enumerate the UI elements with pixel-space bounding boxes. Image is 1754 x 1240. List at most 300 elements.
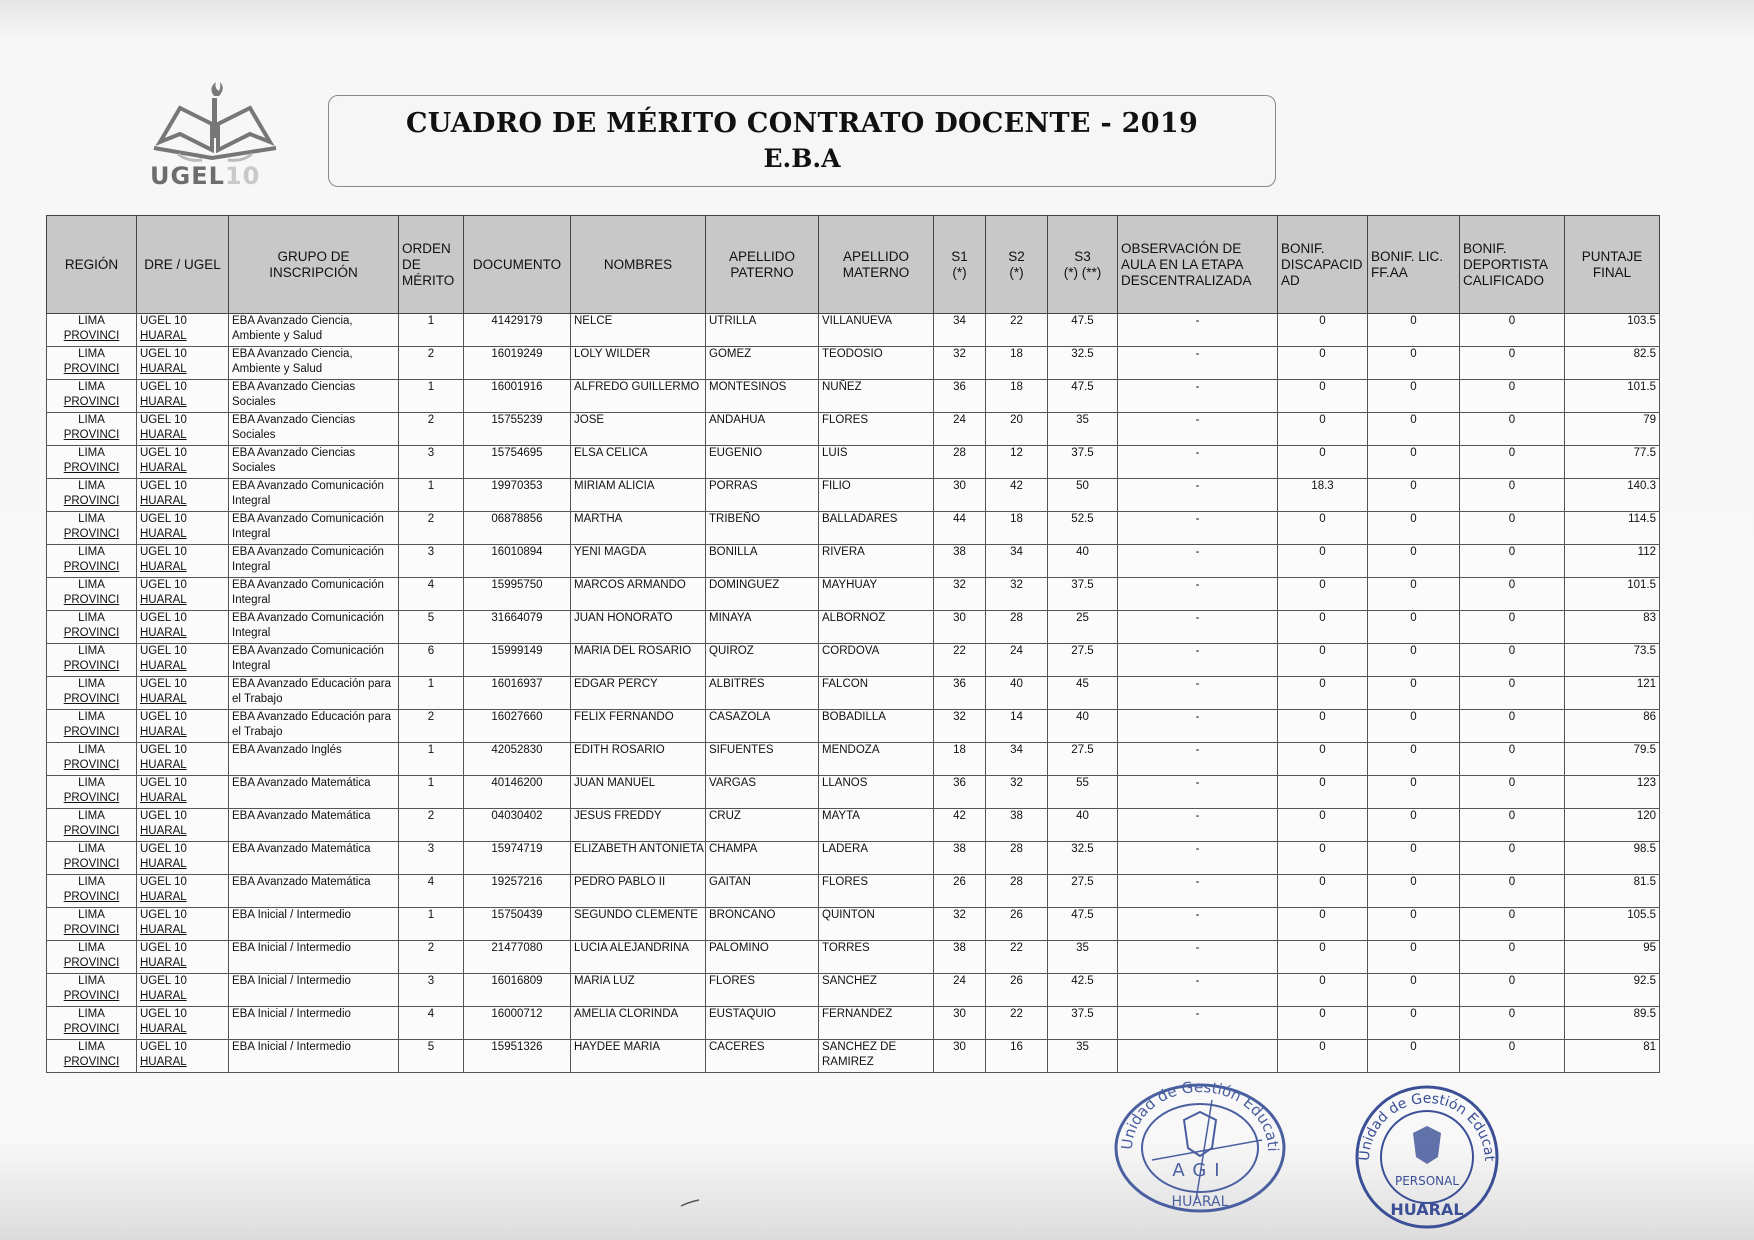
cell-nombres: ELIZABETH ANTONIETA — [571, 842, 706, 875]
cell-puntaje-final: 114.5 — [1565, 512, 1660, 545]
table-row — [47, 974, 1660, 1007]
table-row — [47, 347, 1660, 380]
cell-documento: 16010894 — [464, 545, 571, 578]
cell-puntaje-final: 79.5 — [1565, 743, 1660, 776]
cell-dre-ugel: UGEL 10 HUARAL — [137, 314, 229, 347]
cell-s1: 24 — [934, 974, 986, 1007]
cell-s3: 40 — [1048, 809, 1118, 842]
cell-s1: 32 — [934, 578, 986, 611]
cell-orden: 4 — [399, 875, 464, 908]
cell-bonif-lic: 0 — [1368, 1040, 1460, 1073]
cell-s2: 22 — [986, 1007, 1048, 1040]
cell-s2: 18 — [986, 512, 1048, 545]
cell-nombres: PEDRO PABLO II — [571, 875, 706, 908]
table-row — [47, 941, 1660, 974]
cell-s1: 18 — [934, 743, 986, 776]
cell-apellido-materno: MAYTA — [819, 809, 934, 842]
cell-bonif-deportista: 0 — [1460, 875, 1565, 908]
cell-bonif-deportista: 0 — [1460, 710, 1565, 743]
cell-grupo: EBA Avanzado Matemática — [229, 875, 399, 908]
cell-puntaje-final: 82.5 — [1565, 347, 1660, 380]
cell-apellido-paterno: CHAMPA — [706, 842, 819, 875]
cell-puntaje-final: 140.3 — [1565, 479, 1660, 512]
cell-puntaje-final: 120 — [1565, 809, 1660, 842]
cell-grupo: EBA Inicial / Intermedio — [229, 1040, 399, 1073]
cell-dre-ugel: UGEL 10 HUARAL — [137, 479, 229, 512]
cell-bonif-lic: 0 — [1368, 380, 1460, 413]
cell-apellido-paterno: ANDAHUA — [706, 413, 819, 446]
cell-observacion: - — [1118, 743, 1278, 776]
cell-orden: 2 — [399, 347, 464, 380]
cell-region: LIMA PROVINCI — [47, 512, 137, 545]
cell-observacion: - — [1118, 479, 1278, 512]
cell-region: LIMA PROVINCI — [47, 380, 137, 413]
cell-documento: 15995750 — [464, 578, 571, 611]
cell-apellido-paterno: UTRILLA — [706, 314, 819, 347]
cell-puntaje-final: 98.5 — [1565, 842, 1660, 875]
cell-region: LIMA PROVINCI — [47, 809, 137, 842]
cell-nombres: ELSA CELICA — [571, 446, 706, 479]
cell-bonif-discapacidad: 0 — [1278, 842, 1368, 875]
cell-dre-ugel: UGEL 10 HUARAL — [137, 875, 229, 908]
official-seal-personal — [1353, 1085, 1501, 1230]
cell-bonif-discapacidad: 0 — [1278, 1007, 1368, 1040]
cell-puntaje-final: 105.5 — [1565, 908, 1660, 941]
cell-region: LIMA PROVINCI — [47, 908, 137, 941]
cell-bonif-deportista: 0 — [1460, 347, 1565, 380]
cell-orden: 1 — [399, 776, 464, 809]
cell-s3: 25 — [1048, 611, 1118, 644]
cell-documento: 16001916 — [464, 380, 571, 413]
cell-bonif-deportista: 0 — [1460, 413, 1565, 446]
table-row — [47, 611, 1660, 644]
cell-bonif-lic: 0 — [1368, 809, 1460, 842]
cell-bonif-deportista: 0 — [1460, 908, 1565, 941]
svg-text:Unidad de Gestión Educativa Lo: Unidad de Gestión Educat — [1356, 1090, 1498, 1162]
cell-bonif-deportista: 0 — [1460, 446, 1565, 479]
cell-puntaje-final: 79 — [1565, 413, 1660, 446]
cell-s1: 32 — [934, 347, 986, 380]
official-seal-agi — [1112, 1080, 1288, 1214]
cell-puntaje-final: 112 — [1565, 545, 1660, 578]
cell-documento: 16019249 — [464, 347, 571, 380]
cell-region: LIMA PROVINCI — [47, 974, 137, 1007]
cell-apellido-materno: CORDOVA — [819, 644, 934, 677]
cell-s3: 37.5 — [1048, 446, 1118, 479]
cell-bonif-discapacidad: 0 — [1278, 512, 1368, 545]
cell-bonif-deportista: 0 — [1460, 578, 1565, 611]
cell-s1: 28 — [934, 446, 986, 479]
cell-s1: 24 — [934, 413, 986, 446]
cell-documento: 16027660 — [464, 710, 571, 743]
cell-grupo: EBA Avanzado Ciencia, Ambiente y Salud — [229, 314, 399, 347]
header-orden-merito: ORDEN DE MÉRITO — [399, 216, 464, 314]
cell-nombres: JUAN HONORATO — [571, 611, 706, 644]
cell-region: LIMA PROVINCI — [47, 875, 137, 908]
cell-dre-ugel: UGEL 10 HUARAL — [137, 644, 229, 677]
cell-s2: 42 — [986, 479, 1048, 512]
cell-nombres: MIRIAM ALICIA — [571, 479, 706, 512]
cell-grupo: EBA Inicial / Intermedio — [229, 1007, 399, 1040]
cell-documento: 15951326 — [464, 1040, 571, 1073]
cell-s1: 30 — [934, 1040, 986, 1073]
cell-dre-ugel: UGEL 10 HUARAL — [137, 611, 229, 644]
cell-s1: 32 — [934, 710, 986, 743]
table-header-row — [47, 216, 1660, 314]
cell-dre-ugel: UGEL 10 HUARAL — [137, 413, 229, 446]
cell-apellido-materno: LADERA — [819, 842, 934, 875]
cell-bonif-lic: 0 — [1368, 479, 1460, 512]
cell-s2: 18 — [986, 380, 1048, 413]
cell-apellido-paterno: SIFUENTES — [706, 743, 819, 776]
header-apellido-paterno: APELLIDO PATERNO — [706, 216, 819, 314]
cell-s3: 27.5 — [1048, 644, 1118, 677]
cell-bonif-lic: 0 — [1368, 413, 1460, 446]
header-s2: S2 (*) — [986, 216, 1048, 314]
cell-apellido-paterno: PALOMINO — [706, 941, 819, 974]
cell-apellido-paterno: CASAZOLA — [706, 710, 819, 743]
cell-documento: 40146200 — [464, 776, 571, 809]
cell-apellido-paterno: QUIROZ — [706, 644, 819, 677]
cell-apellido-paterno: MINAYA — [706, 611, 819, 644]
cell-bonif-discapacidad: 0 — [1278, 908, 1368, 941]
cell-nombres: LUCIA ALEJANDRINA — [571, 941, 706, 974]
cell-observacion: - — [1118, 545, 1278, 578]
cell-grupo: EBA Inicial / Intermedio — [229, 941, 399, 974]
cell-s1: 30 — [934, 611, 986, 644]
cell-documento: 16016937 — [464, 677, 571, 710]
cell-documento: 19970353 — [464, 479, 571, 512]
table-row — [47, 512, 1660, 545]
cell-orden: 1 — [399, 743, 464, 776]
cell-bonif-deportista: 0 — [1460, 1007, 1565, 1040]
cell-orden: 2 — [399, 941, 464, 974]
title-box — [328, 95, 1276, 187]
cell-observacion: - — [1118, 974, 1278, 1007]
header-dre-ugel: DRE / UGEL — [137, 216, 229, 314]
cell-region: LIMA PROVINCI — [47, 842, 137, 875]
table-row — [47, 578, 1660, 611]
cell-apellido-paterno: MONTESINOS — [706, 380, 819, 413]
cell-apellido-materno: FLORES — [819, 413, 934, 446]
table-row — [47, 1040, 1660, 1073]
header-region: REGIÓN — [47, 216, 137, 314]
cell-bonif-lic: 0 — [1368, 611, 1460, 644]
cell-dre-ugel: UGEL 10 HUARAL — [137, 776, 229, 809]
cell-s3: 27.5 — [1048, 875, 1118, 908]
cell-bonif-deportista: 0 — [1460, 743, 1565, 776]
cell-bonif-lic: 0 — [1368, 875, 1460, 908]
cell-s1: 34 — [934, 314, 986, 347]
cell-documento: 15750439 — [464, 908, 571, 941]
cell-dre-ugel: UGEL 10 HUARAL — [137, 743, 229, 776]
cell-orden: 4 — [399, 1007, 464, 1040]
cell-observacion: - — [1118, 347, 1278, 380]
page-subtitle: E.B.A — [763, 144, 841, 173]
cell-documento: 06878856 — [464, 512, 571, 545]
cell-nombres: SEGUNDO CLEMENTE — [571, 908, 706, 941]
cell-grupo: EBA Avanzado Ciencias Sociales — [229, 380, 399, 413]
header-observacion: OBSERVACIÓN DE AULA EN LA ETAPA DESCENTRALIZADA — [1118, 216, 1278, 314]
cell-bonif-lic: 0 — [1368, 347, 1460, 380]
pen-mark-icon — [680, 1198, 700, 1208]
cell-grupo: EBA Avanzado Comunicación Integral — [229, 578, 399, 611]
book-torch-icon — [150, 78, 280, 168]
cell-s3: 52.5 — [1048, 512, 1118, 545]
cell-grupo: EBA Avanzado Ciencias Sociales — [229, 446, 399, 479]
cell-observacion: - — [1118, 941, 1278, 974]
cell-bonif-discapacidad: 0 — [1278, 545, 1368, 578]
cell-dre-ugel: UGEL 10 HUARAL — [137, 545, 229, 578]
cell-puntaje-final: 103.5 — [1565, 314, 1660, 347]
cell-apellido-materno: FALCON — [819, 677, 934, 710]
cell-s2: 22 — [986, 941, 1048, 974]
header-bonif-lic: BONIF. LIC. FF.AA — [1368, 216, 1460, 314]
cell-nombres: MARCOS ARMANDO — [571, 578, 706, 611]
cell-s2: 24 — [986, 644, 1048, 677]
cell-orden: 5 — [399, 1040, 464, 1073]
cell-s3: 50 — [1048, 479, 1118, 512]
cell-apellido-paterno: VARGAS — [706, 776, 819, 809]
cell-region: LIMA PROVINCI — [47, 611, 137, 644]
cell-bonif-deportista: 0 — [1460, 611, 1565, 644]
cell-grupo: EBA Avanzado Comunicación Integral — [229, 611, 399, 644]
cell-observacion: - — [1118, 413, 1278, 446]
cell-nombres: AMELIA CLORINDA — [571, 1007, 706, 1040]
cell-nombres: EDITH ROSARIO — [571, 743, 706, 776]
table-row — [47, 875, 1660, 908]
cell-puntaje-final: 123 — [1565, 776, 1660, 809]
cell-documento: 19257216 — [464, 875, 571, 908]
cell-observacion: - — [1118, 380, 1278, 413]
cell-dre-ugel: UGEL 10 HUARAL — [137, 578, 229, 611]
cell-bonif-deportista: 0 — [1460, 1040, 1565, 1073]
cell-documento: 15974719 — [464, 842, 571, 875]
cell-region: LIMA PROVINCI — [47, 941, 137, 974]
cell-orden: 6 — [399, 644, 464, 677]
cell-apellido-paterno: GAITAN — [706, 875, 819, 908]
cell-orden: 2 — [399, 809, 464, 842]
cell-bonif-discapacidad: 0 — [1278, 314, 1368, 347]
cell-grupo: EBA Avanzado Matemática — [229, 776, 399, 809]
cell-bonif-lic: 0 — [1368, 644, 1460, 677]
cell-bonif-deportista: 0 — [1460, 677, 1565, 710]
cell-bonif-lic: 0 — [1368, 314, 1460, 347]
cell-dre-ugel: UGEL 10 HUARAL — [137, 941, 229, 974]
cell-bonif-discapacidad: 0 — [1278, 413, 1368, 446]
cell-observacion: - — [1118, 644, 1278, 677]
cell-s1: 44 — [934, 512, 986, 545]
cell-s1: 36 — [934, 380, 986, 413]
cell-grupo: EBA Avanzado Comunicación Integral — [229, 545, 399, 578]
cell-region: LIMA PROVINCI — [47, 710, 137, 743]
cell-s3: 37.5 — [1048, 578, 1118, 611]
cell-region: LIMA PROVINCI — [47, 644, 137, 677]
cell-apellido-paterno: FLORES — [706, 974, 819, 1007]
cell-bonif-discapacidad: 0 — [1278, 611, 1368, 644]
table-row — [47, 1007, 1660, 1040]
cell-nombres: MARIA DEL ROSARIO — [571, 644, 706, 677]
seal-personal-icon — [1353, 1085, 1501, 1230]
cell-dre-ugel: UGEL 10 HUARAL — [137, 710, 229, 743]
cell-dre-ugel: UGEL 10 HUARAL — [137, 842, 229, 875]
cell-apellido-materno: TORRES — [819, 941, 934, 974]
cell-region: LIMA PROVINCI — [47, 743, 137, 776]
cell-observacion: - — [1118, 842, 1278, 875]
cell-nombres: HAYDEE MARIA — [571, 1040, 706, 1073]
cell-s3: 27.5 — [1048, 743, 1118, 776]
cell-s2: 32 — [986, 578, 1048, 611]
cell-nombres: EDGAR PERCY — [571, 677, 706, 710]
cell-dre-ugel: UGEL 10 HUARAL — [137, 380, 229, 413]
cell-nombres: MARTHA — [571, 512, 706, 545]
cell-grupo: EBA Avanzado Matemática — [229, 809, 399, 842]
cell-puntaje-final: 89.5 — [1565, 1007, 1660, 1040]
cell-orden: 1 — [399, 908, 464, 941]
cell-orden: 3 — [399, 545, 464, 578]
cell-apellido-paterno: EUSTAQUIO — [706, 1007, 819, 1040]
table-row — [47, 479, 1660, 512]
cell-bonif-discapacidad: 0 — [1278, 941, 1368, 974]
table-row — [47, 545, 1660, 578]
cell-bonif-deportista: 0 — [1460, 941, 1565, 974]
cell-orden: 5 — [399, 611, 464, 644]
cell-s2: 12 — [986, 446, 1048, 479]
cell-puntaje-final: 86 — [1565, 710, 1660, 743]
cell-nombres: MARIA LUZ — [571, 974, 706, 1007]
cell-dre-ugel: UGEL 10 HUARAL — [137, 446, 229, 479]
cell-s3: 35 — [1048, 941, 1118, 974]
cell-bonif-lic: 0 — [1368, 545, 1460, 578]
svg-text:HUARAL: HUARAL — [1390, 1200, 1464, 1219]
header-nombres: NOMBRES — [571, 216, 706, 314]
cell-s3: 55 — [1048, 776, 1118, 809]
cell-bonif-lic: 0 — [1368, 677, 1460, 710]
cell-observacion: - — [1118, 512, 1278, 545]
cell-grupo: EBA Avanzado Inglés — [229, 743, 399, 776]
cell-s2: 32 — [986, 776, 1048, 809]
cell-puntaje-final: 81.5 — [1565, 875, 1660, 908]
cell-bonif-deportista: 0 — [1460, 776, 1565, 809]
table-row — [47, 644, 1660, 677]
cell-region: LIMA PROVINCI — [47, 347, 137, 380]
cell-dre-ugel: UGEL 10 HUARAL — [137, 908, 229, 941]
cell-bonif-deportista: 0 — [1460, 644, 1565, 677]
cell-apellido-materno: VILLANUEVA — [819, 314, 934, 347]
cell-bonif-discapacidad: 0 — [1278, 776, 1368, 809]
cell-orden: 2 — [399, 710, 464, 743]
cell-region: LIMA PROVINCI — [47, 578, 137, 611]
cell-region: LIMA PROVINCI — [47, 545, 137, 578]
cell-bonif-discapacidad: 18.3 — [1278, 479, 1368, 512]
cell-orden: 1 — [399, 380, 464, 413]
cell-s2: 20 — [986, 413, 1048, 446]
cell-bonif-discapacidad: 0 — [1278, 974, 1368, 1007]
table-row — [47, 908, 1660, 941]
seal-agi-icon — [1112, 1080, 1288, 1214]
cell-bonif-deportista: 0 — [1460, 314, 1565, 347]
cell-grupo: EBA Inicial / Intermedio — [229, 974, 399, 1007]
cell-dre-ugel: UGEL 10 HUARAL — [137, 809, 229, 842]
svg-text:Unidad de Gestión Educativa Lo: Unidad de Gestión Educati — [1117, 1080, 1283, 1152]
cell-s1: 36 — [934, 776, 986, 809]
cell-s2: 34 — [986, 545, 1048, 578]
cell-s2: 14 — [986, 710, 1048, 743]
cell-documento: 15999149 — [464, 644, 571, 677]
cell-grupo: EBA Avanzado Comunicación Integral — [229, 512, 399, 545]
table-row — [47, 776, 1660, 809]
cell-bonif-lic: 0 — [1368, 842, 1460, 875]
header-bonif-discapacidad: BONIF. DISCAPACID AD — [1278, 216, 1368, 314]
cell-documento: 16000712 — [464, 1007, 571, 1040]
cell-bonif-deportista: 0 — [1460, 842, 1565, 875]
cell-nombres: JOSE — [571, 413, 706, 446]
header-grupo: GRUPO DE INSCRIPCIÓN — [229, 216, 399, 314]
cell-s1: 42 — [934, 809, 986, 842]
svg-text:AGI: AGI — [1172, 1160, 1228, 1181]
cell-bonif-discapacidad: 0 — [1278, 347, 1368, 380]
table-row — [47, 809, 1660, 842]
cell-observacion: - — [1118, 776, 1278, 809]
cell-grupo: EBA Avanzado Ciencias Sociales — [229, 413, 399, 446]
cell-bonif-lic: 0 — [1368, 710, 1460, 743]
page-title: CUADRO DE MÉRITO CONTRATO DOCENTE - 2019 — [405, 108, 1199, 139]
cell-bonif-deportista: 0 — [1460, 512, 1565, 545]
logo-text: UGEL10 — [150, 162, 261, 190]
cell-nombres: NELCE — [571, 314, 706, 347]
cell-bonif-discapacidad: 0 — [1278, 380, 1368, 413]
cell-orden: 3 — [399, 974, 464, 1007]
cell-nombres: JUAN MANUEL — [571, 776, 706, 809]
cell-dre-ugel: UGEL 10 HUARAL — [137, 974, 229, 1007]
cell-apellido-paterno: DOMINGUEZ — [706, 578, 819, 611]
cell-apellido-materno: FERNANDEZ — [819, 1007, 934, 1040]
cell-apellido-materno: TEODOSIO — [819, 347, 934, 380]
cell-dre-ugel: UGEL 10 HUARAL — [137, 1040, 229, 1073]
cell-orden: 2 — [399, 512, 464, 545]
table-row — [47, 446, 1660, 479]
cell-puntaje-final: 83 — [1565, 611, 1660, 644]
cell-observacion: - — [1118, 446, 1278, 479]
cell-s3: 40 — [1048, 710, 1118, 743]
cell-region: LIMA PROVINCI — [47, 446, 137, 479]
table-row — [47, 413, 1660, 446]
cell-puntaje-final: 101.5 — [1565, 578, 1660, 611]
cell-apellido-materno: SANCHEZ — [819, 974, 934, 1007]
cell-s1: 32 — [934, 908, 986, 941]
cell-bonif-discapacidad: 0 — [1278, 710, 1368, 743]
cell-documento: 15755239 — [464, 413, 571, 446]
cell-bonif-discapacidad: 0 — [1278, 743, 1368, 776]
cell-observacion: - — [1118, 578, 1278, 611]
cell-nombres: YENI MAGDA — [571, 545, 706, 578]
table-row — [47, 380, 1660, 413]
cell-orden: 1 — [399, 677, 464, 710]
cell-bonif-lic: 0 — [1368, 743, 1460, 776]
cell-s3: 47.5 — [1048, 908, 1118, 941]
cell-s3: 35 — [1048, 1040, 1118, 1073]
cell-apellido-materno: QUINTON — [819, 908, 934, 941]
cell-s1: 26 — [934, 875, 986, 908]
cell-apellido-materno: BALLADARES — [819, 512, 934, 545]
cell-apellido-paterno: CRUZ — [706, 809, 819, 842]
cell-bonif-deportista: 0 — [1460, 545, 1565, 578]
cell-bonif-discapacidad: 0 — [1278, 875, 1368, 908]
cell-grupo: EBA Avanzado Ciencia, Ambiente y Salud — [229, 347, 399, 380]
cell-puntaje-final: 121 — [1565, 677, 1660, 710]
cell-observacion: - — [1118, 710, 1278, 743]
cell-apellido-paterno: PORRAS — [706, 479, 819, 512]
